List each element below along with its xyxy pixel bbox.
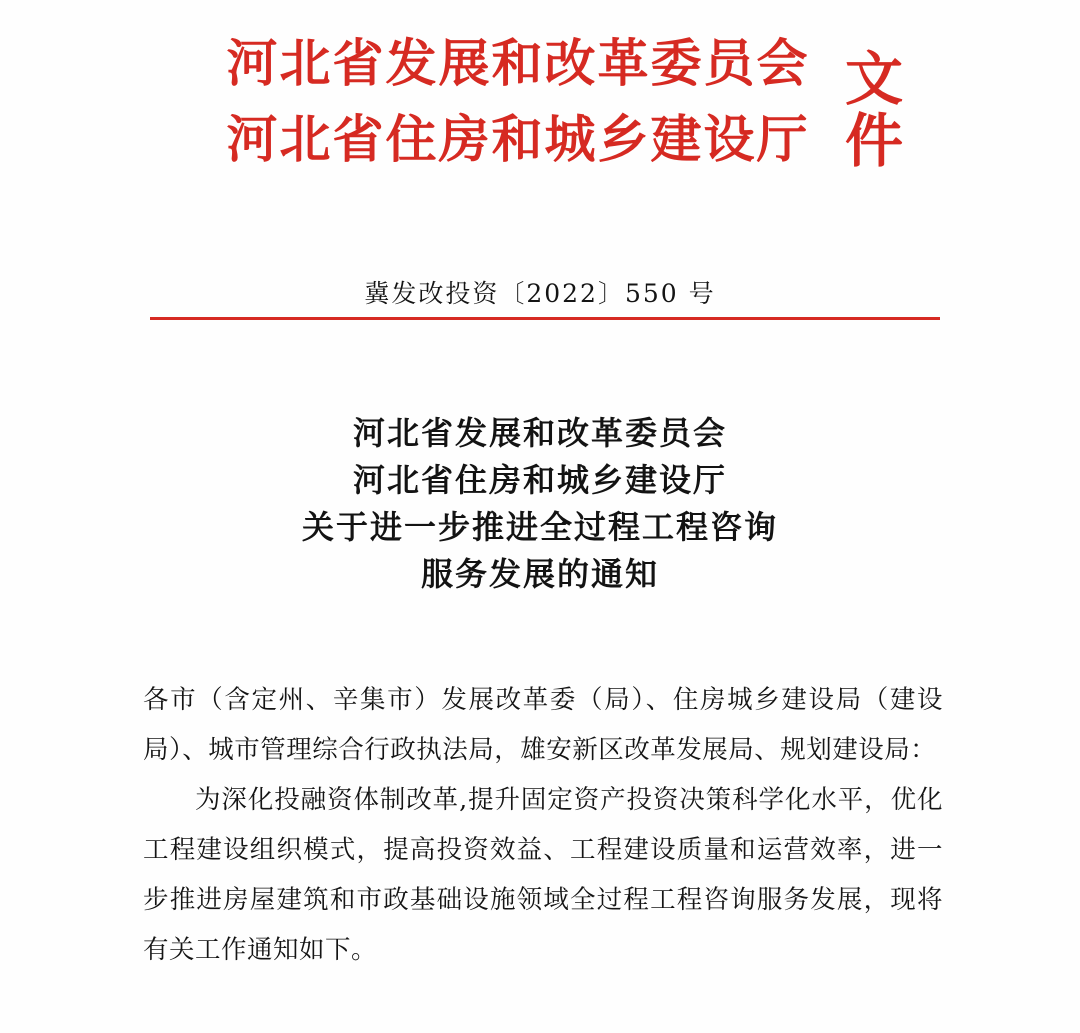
title-line-1: 河北省发展和改革委员会 (352, 414, 727, 452)
body-paragraph-recipients: 各市（含定州、辛集市）发展改革委（局）、住房城乡建设局（建设局）、城市管理综合行政执法局，雄安新区改革发展局、规划建设局： (143, 685, 943, 765)
document-number: 冀发改投资〔2022〕550 号 (364, 279, 716, 308)
title-line-3: 关于进一步推进全过程工程咨询 (301, 508, 778, 546)
masthead-line-1: 河北省发展和改革委员会 (226, 34, 810, 94)
masthead-wenjian-char-1: 文 (845, 45, 904, 113)
body-paragraph-intro: 为深化投融资体制改革,提升固定资产投资决策科学化水平，优化工程建设组织模式，提高投资效益、工程建设质量和运营效率，进一步推进房屋建筑和市政基础设施领域全过程工程咨询服务发展，现将有关工作通知如下。 (143, 785, 943, 965)
document-body (143, 675, 943, 975)
document-masthead (0, 26, 1080, 211)
masthead-wenjian-label (845, 45, 965, 175)
masthead-line-2: 河北省住房和城乡建设厅 (226, 110, 810, 170)
document-title (0, 410, 1080, 598)
title-line-4: 服务发展的通知 (420, 555, 659, 593)
red-divider-rule (150, 317, 940, 320)
masthead-agency-names (168, 26, 868, 178)
masthead-wenjian-char-2: 件 (845, 107, 904, 175)
title-line-2: 河北省住房和城乡建设厅 (352, 461, 727, 499)
